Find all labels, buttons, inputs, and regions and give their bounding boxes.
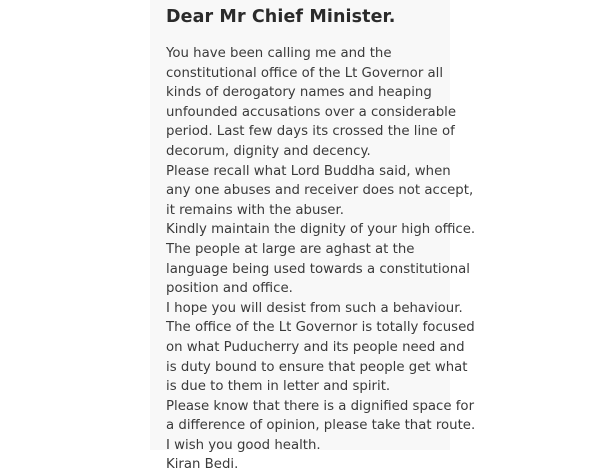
letter-line: any one abuses and receiver does not accept, [166, 183, 474, 199]
letter-line: decorum, dignity and decency. [166, 143, 371, 159]
letter-line: position and office. [166, 281, 293, 297]
letter-line: I wish you good health. [166, 437, 321, 453]
letter-note [150, 0, 476, 473]
letter-line: it remains with the abuser. [166, 202, 344, 218]
letter-line: I hope you will desist from such a behaviour. [166, 300, 463, 316]
letter-line: You have been calling me and the [166, 46, 392, 61]
letter-line: Kindly maintain the dignity of your high office. [166, 222, 476, 238]
letter-line: is due to them in letter and spirit. [166, 379, 391, 395]
letter-line: unfounded accusations over a considerable [166, 104, 457, 120]
letter-line: period. Last few days its crossed the line of [166, 124, 455, 140]
letter-line: a difference of opinion, please take that route. [166, 418, 476, 434]
letter-line: The people at large are aghast at the [166, 241, 415, 257]
letter-line: constitutional office of the Lt Governor all [166, 65, 444, 81]
letter-line: Please know that there is a dignified space for [166, 398, 475, 414]
letter-signature: Kiran Bedi. [166, 457, 239, 473]
letter-line: on what Puducherry and its people need and [166, 339, 465, 355]
letter-line: is duty bound to ensure that people get what [166, 359, 468, 375]
letter-line: Please recall what Lord Buddha said, when [166, 163, 451, 179]
letter-line: The office of the Lt Governor is totally focused [166, 320, 475, 336]
letter-line: language being used towards a constitutional [166, 261, 470, 277]
letter-body [166, 44, 476, 475]
letter-line: kinds of derogatory names and heaping [166, 85, 432, 101]
letter-title: Dear Mr Chief Minister. [166, 7, 396, 27]
